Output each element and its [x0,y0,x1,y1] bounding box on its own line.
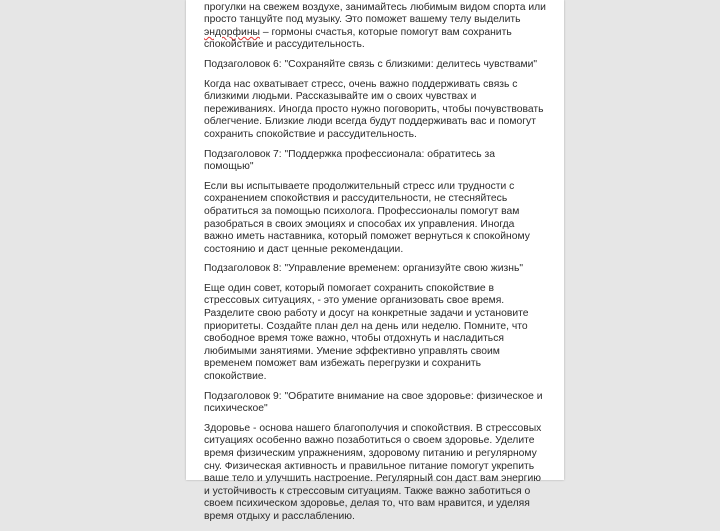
paragraph: Еще один совет, который помогает сохранить спокойствие в стрессовых ситуациях, - это умение организовать свое время. Разделите свою работу и досуг на конкретные задачи и установите приоритеты. Создайте план дел на день или неделю. Помните, что свободное время тоже важно, чтобы отдохнуть и насладиться любимыми занятиями. Умение эффективно управлять своим временем поможет вам избежать перегрузки и сохранить спокойствие. [204,282,529,383]
subheading: Подзаголовок 7: "Поддержка профессионала: обратитесь за помощью" [204,148,496,173]
document-page [186,0,564,522]
paragraph: Когда нас охватывает стресс, очень важно поддерживать связь с близкими людьми. Рассказывайте им о своих чувствах и переживаниях. Иногда просто нужно поговорить, чтобы почувствовать облегчение. Близкие люди всегда будут поддерживать вас и помогут сохранить спокойствие и рассудительность. [204,78,544,140]
document-body[interactable] [204,0,546,531]
misspelled-word[interactable]: эндорфины [204,26,260,38]
paragraph: прогулки на свежем воздухе, занимайтесь любимым видом спорта или просто танцуйте под музыку. Это поможет вашему телу выделить эндорфины – гормоны счастья, которые помогут вам сохранить спокойствие и рассудительность. [204,1,546,51]
subheading: Подзаголовок 6: "Сохраняйте связь с близкими: делитесь чувствами" [204,58,538,70]
paragraph: Здоровье - основа нашего благополучия и спокойствия. В стрессовых ситуациях особенно важно позаботиться о своем здоровье. Уделите время физическим упражнениям, здоровому питанию и регулярному сну. Физическая активность и правильное питание помогут укрепить ваше тело и улучшить настроение. Регулярный сон даст вам энергию и устойчивость к стрессовым ситуациям. Также важно заботиться о своем психическом здоровье, делая то, что вам нравится, и уделяя время отдыху и расслаблению. [204,422,542,522]
subheading: Подзаголовок 9: "Обратите внимание на свое здоровье: физическое и психическое" [204,390,543,415]
paragraph: Если вы испытываете продолжительный стресс или трудности с сохранением спокойствия и рассудительности, не стесняйтесь обратиться за помощью психолога. Профессионалы помогут вам разобраться в своих эмоциях и способах их управления. Иногда важно иметь наставника, который поможет вернуться к спокойному состоянию и даст ценные рекомендации. [204,180,530,255]
subheading: Подзаголовок 8: "Управление временем: организуйте свою жизнь" [204,263,523,275]
